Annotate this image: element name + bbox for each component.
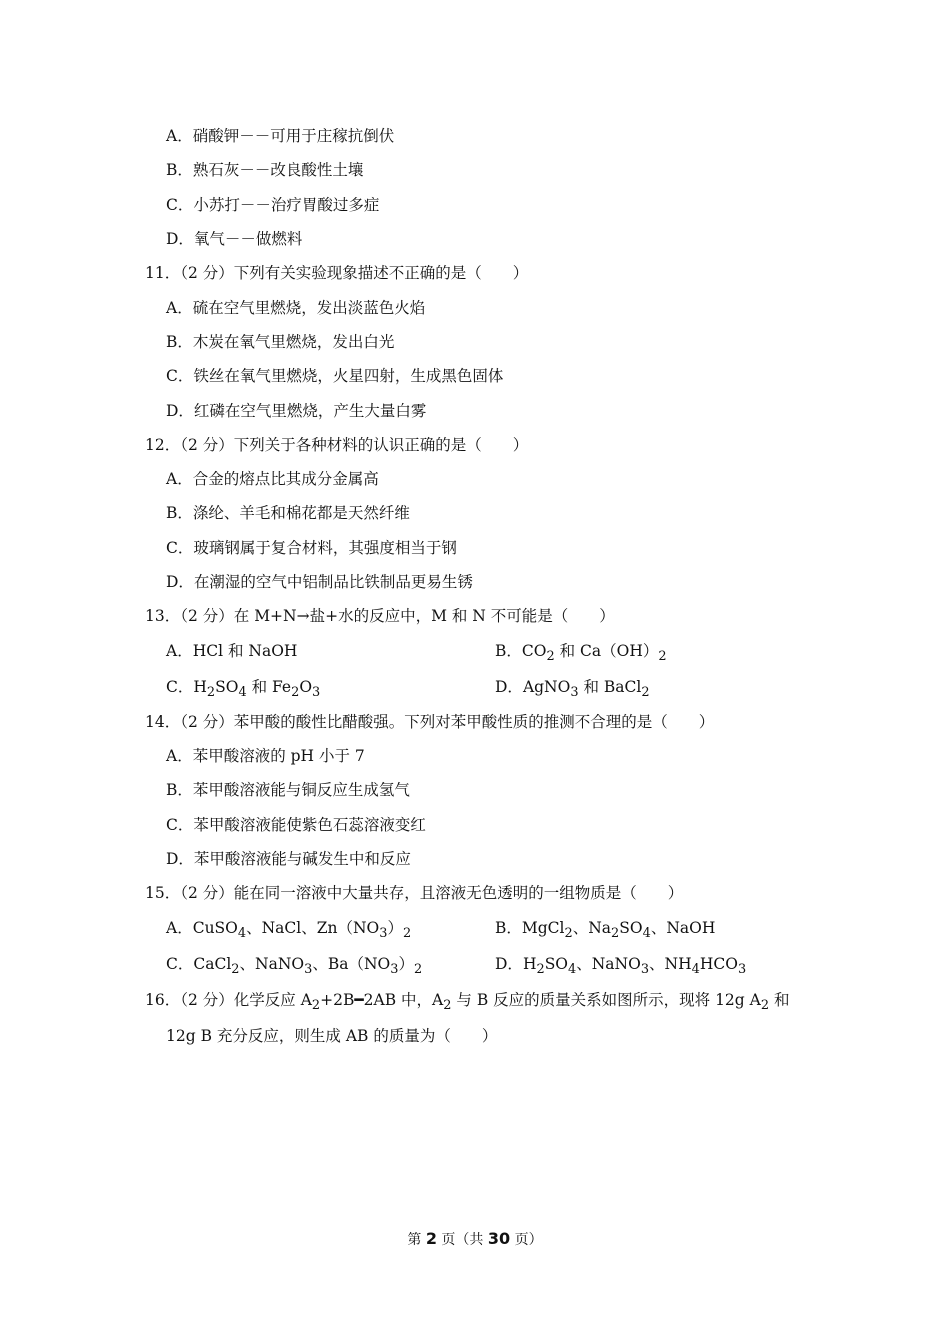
formula-subscript: 4 <box>237 926 247 942</box>
q12-option-c: C．玻璃钢属于复合材料，其强度相当于钢 <box>166 539 457 557</box>
formula-subscript: 4 <box>568 962 577 978</box>
formula-subscript: 2 <box>311 998 321 1014</box>
q13-option-b <box>495 641 667 667</box>
formula-subscript: 2 <box>443 998 452 1014</box>
formula-text: CuSO <box>192 919 238 937</box>
stem-text: 和 <box>769 991 790 1009</box>
formula-subscript: 2 <box>546 649 555 665</box>
formula-subscript: 2 <box>413 962 423 978</box>
stem-text: 16．（2 分）化学反应 A <box>145 991 312 1009</box>
q10-option-c: C．小苏打－－治疗胃酸过多症 <box>166 196 380 214</box>
q12-stem: 12．（2 分）下列关于各种材料的认识正确的是（ ） <box>145 436 529 454</box>
q14-option-a: A．苯甲酸溶液的 pH 小于 7 <box>166 747 365 765</box>
q12-option-d: D．在潮湿的空气中铝制品比铁制品更易生锈 <box>166 573 473 591</box>
formula-text: 和 Ca（OH） <box>554 642 659 660</box>
formula-text: SO <box>544 955 569 973</box>
formula-text: SO <box>215 678 239 696</box>
formula-subscript: 3 <box>737 962 747 978</box>
formula-text: ） <box>398 955 414 973</box>
formula-text: CaCl <box>193 955 232 973</box>
q12-option-b: B．涤纶、羊毛和棉花都是天然纤维 <box>166 504 410 522</box>
formula-text: HCO <box>699 955 738 973</box>
q14-option-d: D．苯甲酸溶液能与碱发生中和反应 <box>166 850 411 868</box>
formula-text: O <box>299 678 313 696</box>
formula-text: 、NH <box>649 955 692 973</box>
formula-text: 和 Fe <box>246 678 292 696</box>
stem-text: 与 B 反应的质量关系如图所示，现将 12g A <box>451 991 761 1009</box>
q14-option-b: B．苯甲酸溶液能与铜反应生成氢气 <box>166 781 410 799</box>
q15-option-b <box>495 918 715 944</box>
option-label: A． <box>166 642 193 660</box>
formula-text: ） <box>387 919 403 937</box>
page-number: 2 <box>425 1229 437 1248</box>
q11-option-c: C．铁丝在氧气里燃烧，火星四射，生成黑色固体 <box>166 367 504 385</box>
formula-subscript: 2 <box>231 962 240 978</box>
q10-option-a: A．硝酸钾－－可用于庄稼抗倒伏 <box>166 127 395 145</box>
q15-option-c <box>166 954 422 980</box>
q14-option-c: C．苯甲酸溶液能使紫色石蕊溶液变红 <box>166 816 426 834</box>
q15-stem: 15．（2 分）能在同一溶液中大量共存，且溶液无色透明的一组物质是（ ） <box>145 884 684 902</box>
page-total: 30 <box>487 1229 511 1248</box>
option-label: B． <box>495 642 522 660</box>
q11-stem: 11．（2 分）下列有关实验现象描述不正确的是（ ） <box>145 264 529 282</box>
formula-subscript: 4 <box>691 962 700 978</box>
formula-subscript: 3 <box>379 926 388 942</box>
footer-prefix: 第 <box>407 1232 426 1248</box>
formula-text: H <box>522 955 537 973</box>
q11-option-b: B．木炭在氧气里燃烧，发出白光 <box>166 333 395 351</box>
footer-suffix: 页） <box>510 1232 543 1248</box>
formula-text: MgCl <box>521 919 565 937</box>
formula-text: 、NaNO <box>576 955 641 973</box>
footer-mid: 页（共 <box>436 1232 488 1248</box>
formula-subscript: 4 <box>642 926 651 942</box>
formula-text: 、NaNO <box>239 955 305 973</box>
formula-subscript: 3 <box>312 685 321 701</box>
formula-text: CO <box>521 642 547 660</box>
q13-option-d <box>495 677 650 703</box>
formula-text: 、NaOH <box>650 919 716 937</box>
stem-text: +2B━2AB 中，A <box>320 991 444 1009</box>
q14-stem: 14．（2 分）苯甲酸的酸性比醋酸强。下列对苯甲酸性质的推测不合理的是（ ） <box>145 713 715 731</box>
formula-subscript: 3 <box>640 962 650 978</box>
option-text: HCl 和 NaOH <box>192 642 298 660</box>
formula-text: H <box>193 678 207 696</box>
formula-subscript: 2 <box>536 962 545 978</box>
q13-option-a <box>166 641 297 661</box>
formula-subscript: 2 <box>402 926 412 942</box>
option-label: A． <box>166 919 193 937</box>
option-label: C． <box>166 678 194 696</box>
formula-subscript: 2 <box>291 685 300 701</box>
option-label: B． <box>495 919 522 937</box>
formula-text: 和 BaCl <box>578 678 642 696</box>
formula-text: 、NaCl、Zn（NO <box>246 919 380 937</box>
page-footer <box>0 1228 950 1251</box>
formula-subscript: 2 <box>641 685 650 701</box>
formula-subscript: 2 <box>658 649 667 665</box>
option-label: D． <box>495 678 523 696</box>
formula-subscript: 2 <box>564 926 573 942</box>
formula-subscript: 3 <box>304 962 313 978</box>
formula-text: AgNO <box>522 678 571 696</box>
formula-subscript: 2 <box>760 998 770 1014</box>
formula-text: SO <box>619 919 643 937</box>
formula-subscript: 2 <box>206 685 216 701</box>
option-label: C． <box>166 955 194 973</box>
q11-option-d: D．红磷在空气里燃烧，产生大量白雾 <box>166 402 427 420</box>
q10-option-b: B．熟石灰－－改良酸性土壤 <box>166 161 364 179</box>
q16-stem-line-1 <box>145 990 790 1016</box>
option-label: D． <box>495 955 523 973</box>
formula-text: 、Ba（NO <box>312 955 391 973</box>
q12-option-a: A．合金的熔点比其成分金属高 <box>166 470 379 488</box>
formula-subscript: 3 <box>390 962 399 978</box>
q15-option-d <box>495 954 746 980</box>
formula-text: 、Na <box>572 919 612 937</box>
q13-option-c <box>166 677 320 703</box>
q10-option-d: D．氧气－－做燃料 <box>166 230 303 248</box>
q11-option-a: A．硫在空气里燃烧，发出淡蓝色火焰 <box>166 299 426 317</box>
q13-stem: 13．（2 分）在 M+N→盐+水的反应中，M 和 N 不可能是（ ） <box>145 607 615 625</box>
formula-subscript: 2 <box>611 926 620 942</box>
formula-subscript: 4 <box>238 685 247 701</box>
formula-subscript: 3 <box>570 685 579 701</box>
q15-option-a <box>166 918 411 944</box>
q16-stem-line-2: 12g B 充分反应，则生成 AB 的质量为（ ） <box>166 1027 498 1045</box>
